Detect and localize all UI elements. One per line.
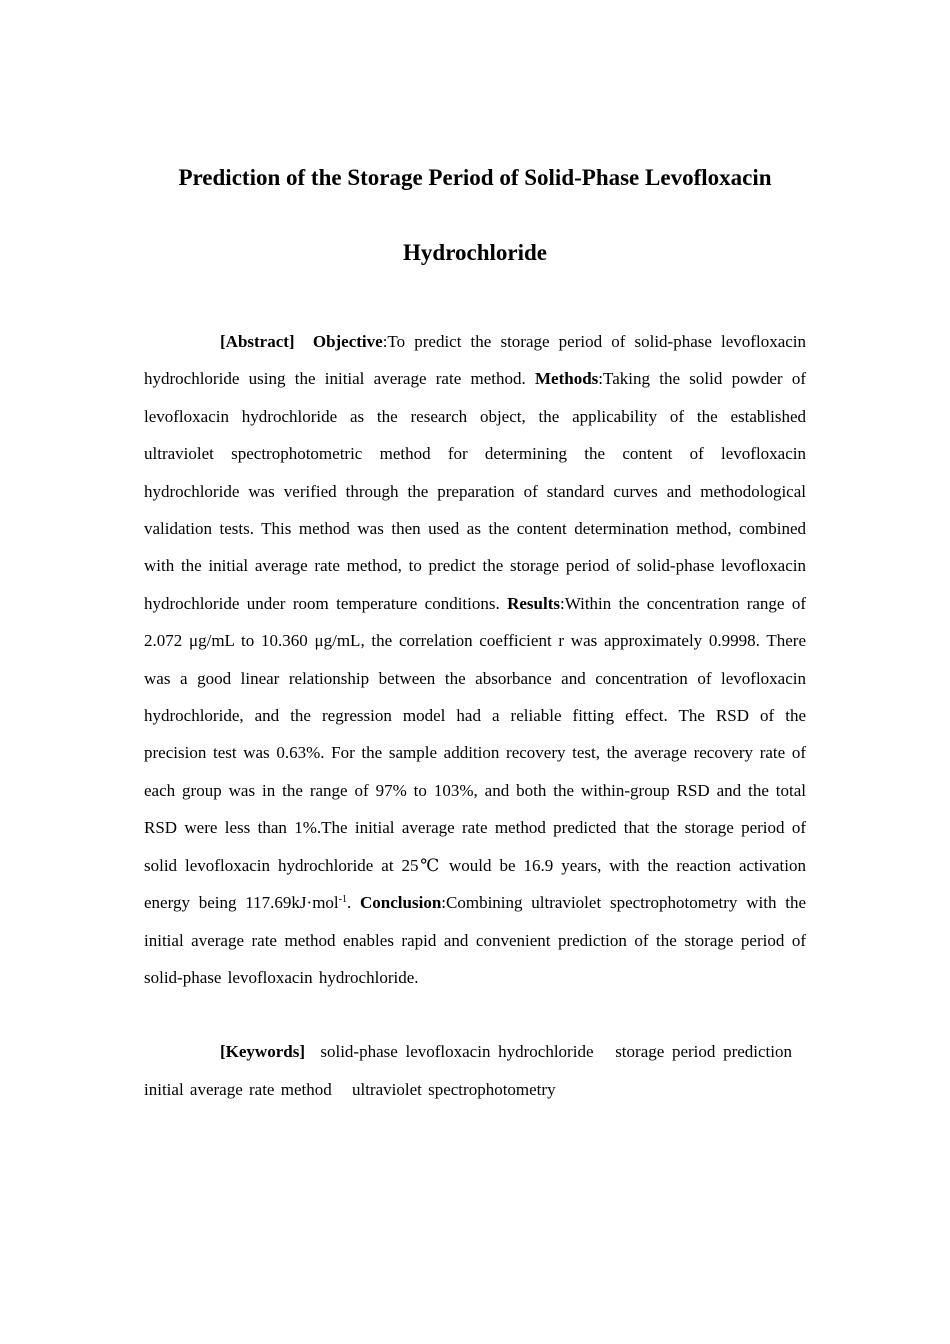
- keywords-tag: [Keywords]: [220, 1042, 305, 1062]
- keyword-item: ultraviolet spectrophotometry: [351, 1079, 556, 1099]
- keyword-item: solid-phase levofloxacin hydrochloride: [320, 1042, 594, 1062]
- keywords-paragraph: [144, 1033, 806, 1108]
- conclusion-text: :Combining ultraviolet spectrophotometry with the initial average rate method enables rapid and convenient prediction of the storage period of solid-phase levofloxacin hydrochloride.: [144, 893, 806, 987]
- title-line-1: Prediction of the Storage Period of Solid-Phase Levofloxacin: [178, 165, 772, 190]
- objective-text: :To predict the storage period of solid-phase levofloxacin hydrochloride using the initial average rate method.: [144, 332, 807, 389]
- methods-text: :Taking the solid powder of levofloxacin hydrochloride as the research object, the applicability of the established ultraviolet spectrophotometric method for determining the content of levofloxacin hydrochloride was verified through the preparation of standard curves and methodological validation tests. This method was then used as the content determination method, combined with the initial average rate method, to predict the storage period of solid-phase levofloxacin hydrochloride under room temperature conditions.: [144, 369, 807, 613]
- abstract-tag: [Abstract]: [220, 332, 295, 351]
- paper-page: [144, 0, 806, 1108]
- keyword-item: storage period prediction: [615, 1042, 792, 1062]
- results-text: :Within the concentration range of 2.072 μg/mL to 10.360 μg/mL, the correlation coefficient r was approximately 0.9998. There was a good linear relationship between the absorbance and concentration of levofloxacin hydrochloride, and the regression model had a reliable fitting effect. The RSD of the precision test was 0.63%. For the sample addition recovery test, the average recovery rate of each group was in the range of 97% to 103%, and both the within-group RSD and the total RSD were less than 1%.The initial average rate method predicted that the storage period of solid levofloxacin hydrochloride at 25℃ would be 16.9 years, with the reaction activation energy being 117.69kJ·mol: [144, 593, 806, 913]
- conclusion-label: Conclusion: [360, 893, 442, 913]
- abstract-paragraph: [144, 323, 806, 996]
- results-superscript: -1: [338, 894, 347, 906]
- results-end: .: [346, 893, 361, 913]
- methods-label: Methods: [535, 369, 599, 389]
- keyword-item: initial average rate method: [144, 1079, 332, 1099]
- title-line-2: Hydrochloride: [403, 240, 547, 265]
- results-label: Results: [507, 593, 561, 613]
- paper-title: [144, 140, 806, 290]
- objective-label: Objective: [312, 332, 383, 351]
